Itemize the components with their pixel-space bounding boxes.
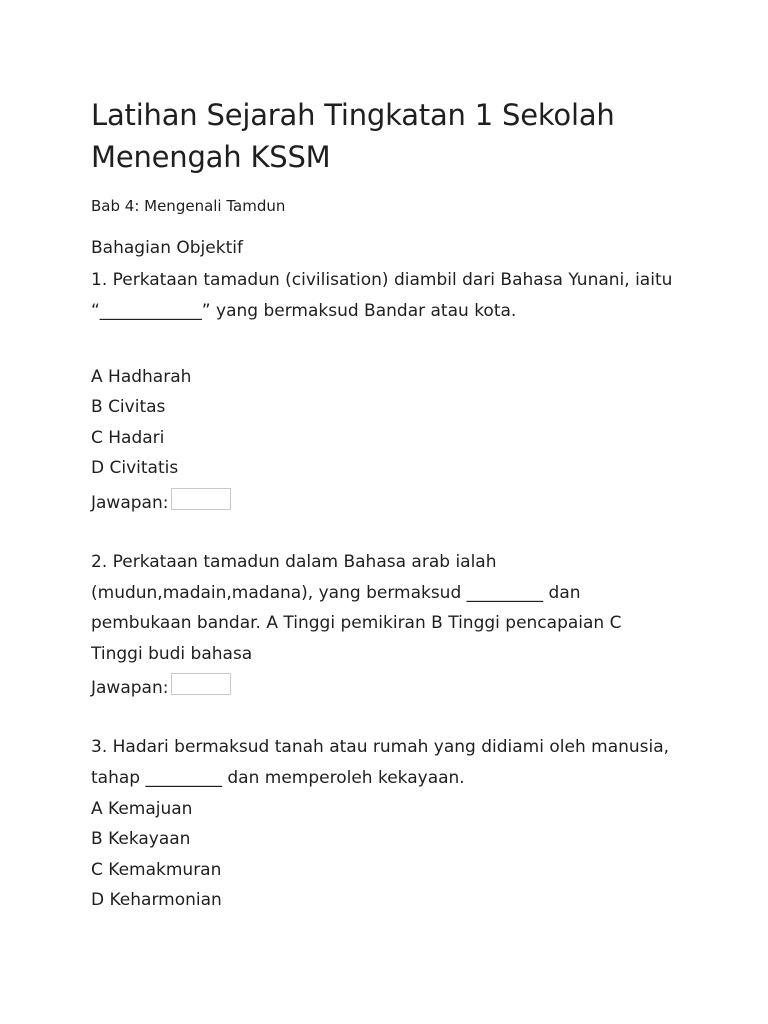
question-3-option-c: C Kemakmuran xyxy=(91,860,222,880)
section-heading: Bahagian Objektif xyxy=(91,238,243,258)
question-2-answer-label: Jawapan: xyxy=(91,678,169,698)
question-3-option-d: D Keharmonian xyxy=(91,890,222,910)
question-1-line-2: “____________” yang bermaksud Bandar atau kota. xyxy=(91,301,517,321)
question-1-answer-label: Jawapan: xyxy=(91,493,169,513)
question-1-answer-row xyxy=(91,488,231,515)
question-2-line-2: (mudun,madain,madana), yang bermaksud _________ dan xyxy=(91,583,581,603)
question-2-answer-input[interactable] xyxy=(171,673,231,695)
question-1-option-a: A Hadharah xyxy=(91,367,192,387)
question-3-option-b: B Kekayaan xyxy=(91,829,191,849)
question-1-answer-input[interactable] xyxy=(171,488,231,510)
title-line-2: Menengah KSSM xyxy=(91,140,331,174)
question-2-line-1: 2. Perkataan tamadun dalam Bahasa arab ialah xyxy=(91,552,497,572)
question-1-option-c: C Hadari xyxy=(91,428,165,448)
question-3-option-a: A Kemajuan xyxy=(91,799,193,819)
question-1-option-b: B Civitas xyxy=(91,397,166,417)
title-line-1: Latihan Sejarah Tingkatan 1 Sekolah xyxy=(91,98,615,132)
question-2-line-3: pembukaan bandar. A Tinggi pemikiran B Tinggi pencapaian C xyxy=(91,613,622,633)
question-1-line-1: 1. Perkataan tamadun (civilisation) diambil dari Bahasa Yunani, iaitu xyxy=(91,270,673,290)
chapter-label: Bab 4: Mengenali Tamdun xyxy=(91,197,286,215)
question-1-option-d: D Civitatis xyxy=(91,458,179,478)
question-2-answer-row xyxy=(91,673,231,700)
question-3-line-1: 3. Hadari bermaksud tanah atau rumah yang didiami oleh manusia, xyxy=(91,737,670,757)
question-3-line-2: tahap _________ dan memperoleh kekayaan. xyxy=(91,768,465,788)
question-2-line-4: Tinggi budi bahasa xyxy=(91,644,253,664)
page-title xyxy=(91,94,691,178)
